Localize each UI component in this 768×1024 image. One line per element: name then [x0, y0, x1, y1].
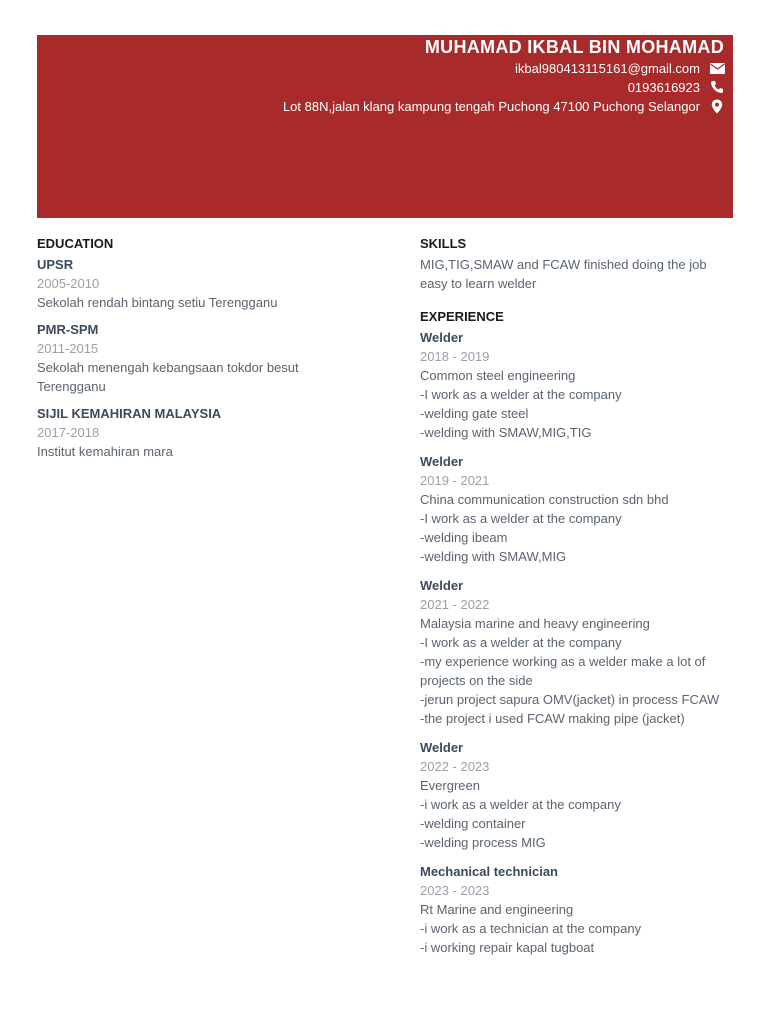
- experience-line: -welding process MIG: [420, 835, 546, 850]
- experience-line: -jerun project sapura OMV(jacket) in process FCAW: [420, 692, 720, 707]
- education-item: [37, 255, 337, 312]
- education-item-place: Sekolah rendah bintang setiu Terengganu: [37, 295, 278, 310]
- phone-line: [628, 78, 725, 96]
- education-item: [37, 320, 337, 396]
- experience-line: -welding container: [420, 816, 526, 831]
- right-column: [420, 234, 735, 965]
- experience-dates: 2022 - 2023: [420, 759, 490, 774]
- education-item: [37, 404, 337, 461]
- experience-role: Welder: [420, 740, 464, 755]
- experience-line: -welding ibeam: [420, 530, 508, 545]
- experience-line: -my experience working as a welder make a lot of projects on the side: [420, 654, 706, 688]
- experience-item: [420, 328, 735, 442]
- experience-dates: 2021 - 2022: [420, 597, 490, 612]
- education-item-name: SIJIL KEMAHIRAN MALAYSIA: [37, 406, 222, 421]
- experience-item: [420, 738, 735, 852]
- experience-dates: 2018 - 2019: [420, 349, 490, 364]
- email-line: [515, 59, 725, 77]
- experience-company: Malaysia marine and heavy engineering: [420, 616, 650, 631]
- experience-line: -I work as a welder at the company: [420, 511, 622, 526]
- education-item-dates: 2005-2010: [37, 276, 100, 291]
- experience-role: Welder: [420, 578, 464, 593]
- education-title: EDUCATION: [37, 236, 114, 251]
- education-item-place: Institut kemahiran mara: [37, 444, 173, 459]
- education-item-dates: 2017-2018: [37, 425, 100, 440]
- experience-line: -I work as a welder at the company: [420, 387, 622, 402]
- experience-line: -the project i used FCAW making pipe (jacket): [420, 711, 685, 726]
- education-item-dates: 2011-2015: [37, 341, 99, 356]
- education-item-name: UPSR: [37, 257, 74, 272]
- address-text: Lot 88N,jalan klang kampung tengah Puchong 47100 Puchong Selangor: [282, 98, 700, 114]
- experience-dates: 2019 - 2021: [420, 473, 490, 488]
- experience-line: -welding with SMAW,MIG,TIG: [420, 425, 592, 440]
- skills-title: SKILLS: [420, 236, 467, 251]
- location-pin-icon: [709, 98, 725, 114]
- skills-text: MIG,TIG,SMAW and FCAW finished doing the job easy to learn welder: [420, 257, 707, 291]
- experience-line: -welding with SMAW,MIG: [420, 549, 567, 564]
- experience-company: Evergreen: [420, 778, 480, 793]
- experience-dates: 2023 - 2023: [420, 883, 490, 898]
- envelope-icon: [709, 60, 725, 76]
- experience-role: Welder: [420, 330, 464, 345]
- experience-item: [420, 452, 735, 566]
- experience-item: [420, 862, 735, 957]
- full-name: MUHAMAD IKBAL BIN MOHAMAD: [424, 37, 724, 57]
- left-column: [37, 234, 337, 469]
- email-text[interactable]: ikbal980413115161@gmail.com: [515, 60, 700, 76]
- experience-role: Mechanical technician: [420, 864, 558, 879]
- education-item-place: Sekolah menengah kebangsaan tokdor besut Terengganu: [37, 360, 299, 394]
- experience-company: Common steel engineering: [420, 368, 576, 383]
- experience-title: EXPERIENCE: [420, 309, 504, 324]
- experience-line: -i working repair kapal tugboat: [420, 940, 595, 955]
- experience-line: -I work as a welder at the company: [420, 635, 622, 650]
- experience-company: Rt Marine and engineering: [420, 902, 574, 917]
- experience-line: -welding gate steel: [420, 406, 529, 421]
- experience-line: -i work as a technician at the company: [420, 921, 642, 936]
- resume-header: [37, 35, 733, 218]
- education-item-name: PMR-SPM: [37, 322, 99, 337]
- experience-item: [420, 576, 735, 728]
- phone-icon: [709, 79, 725, 95]
- phone-text[interactable]: 0193616923: [627, 79, 700, 95]
- experience-line: -i work as a welder at the company: [420, 797, 621, 812]
- experience-company: China communication construction sdn bhd: [420, 492, 669, 507]
- address-line: [283, 97, 725, 115]
- experience-role: Welder: [420, 454, 464, 469]
